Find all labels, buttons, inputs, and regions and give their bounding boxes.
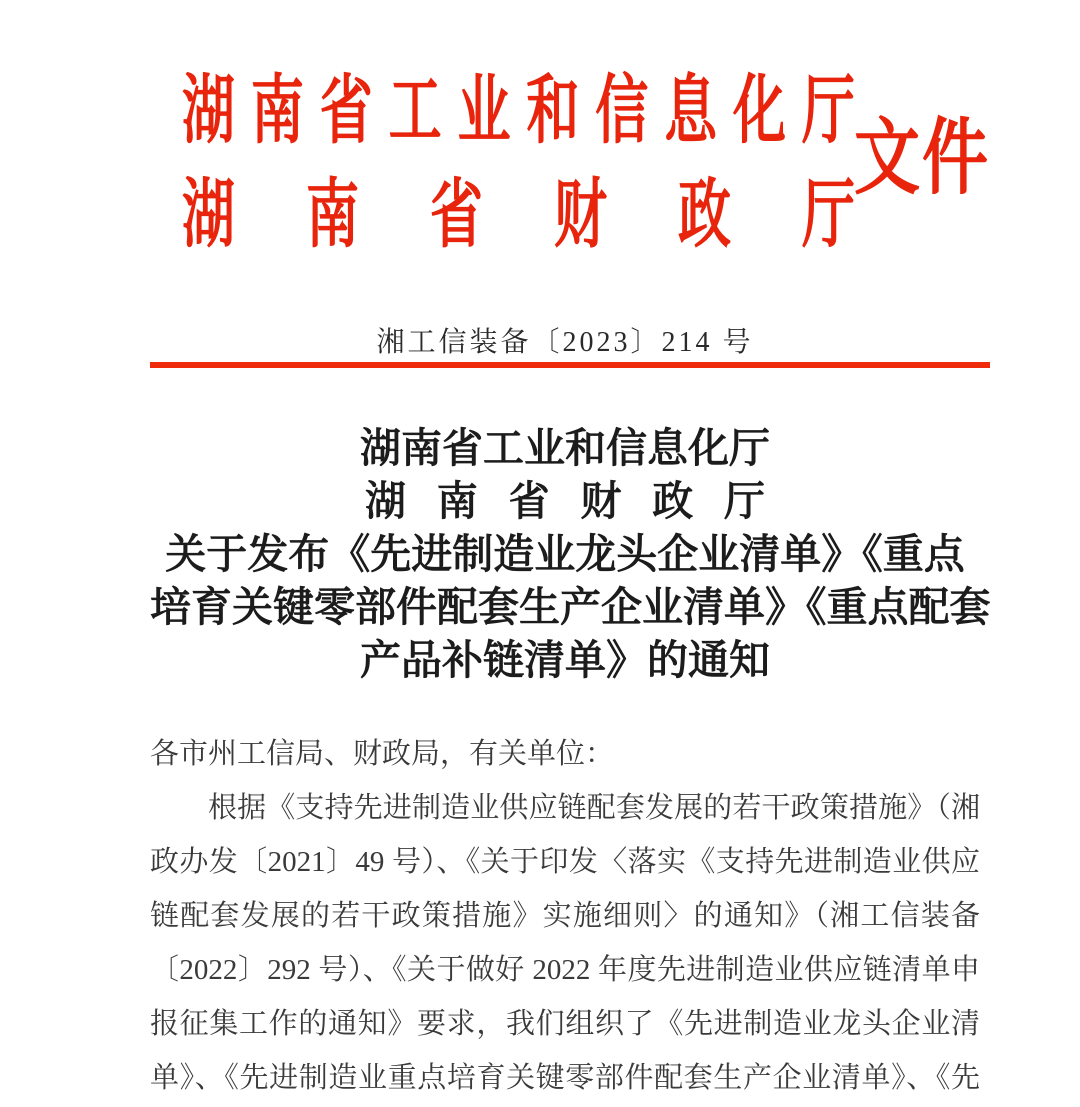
title-line-4: 培育关键零部件配套生产企业清单》《重点配套 [150,584,991,630]
document-title [150,422,991,687]
paragraph-line: 单》、《先进制造业重点培育关键零部件配套生产企业清单》、《先 [150,1062,980,1094]
title-line-5: 产品补链清单》的通知 [360,637,770,683]
paragraph-line: 链配套发展的若干政策措施》实施细则〉的通知》（湘工信装备 [150,900,980,932]
body-content [150,727,980,1105]
title-line-2: 湖 南 省 财 政 厅 [365,478,765,524]
agency-name-line-1: 湖 南 省 工 业 和 信 息 化 厅 [182,70,855,154]
doc-number: 湘工信装备〔2023〕214 号 [376,327,754,358]
letterhead [182,62,855,258]
paragraph-line: 根据《支持先进制造业供应链配套发展的若干政策措施》（湘 [208,792,980,824]
paragraph-line: 〔2022〕292 号）、《关于做好 2022 年度先进制造业供应链清单申 [150,954,980,986]
title-line-3: 关于发布《先进制造业龙头企业清单》《重点 [165,531,965,577]
paragraph-line: 报征集工作的通知》要求，我们组织了《先进制造业龙头企业清 [150,1008,980,1040]
salutation: 各市州工信局、财政局，有关单位： [150,738,615,770]
paragraph-line: 政办发〔2021〕49 号）、《关于印发〈落实《支持先进制造业供应 [150,846,980,878]
doc-type-label: 文件 [854,112,990,205]
title-line-1: 湖南省工业和信息化厅 [360,425,770,471]
red-separator-line [150,362,990,368]
agency-name-line-2: 湖 南 省 财 政 厅 [182,174,855,258]
